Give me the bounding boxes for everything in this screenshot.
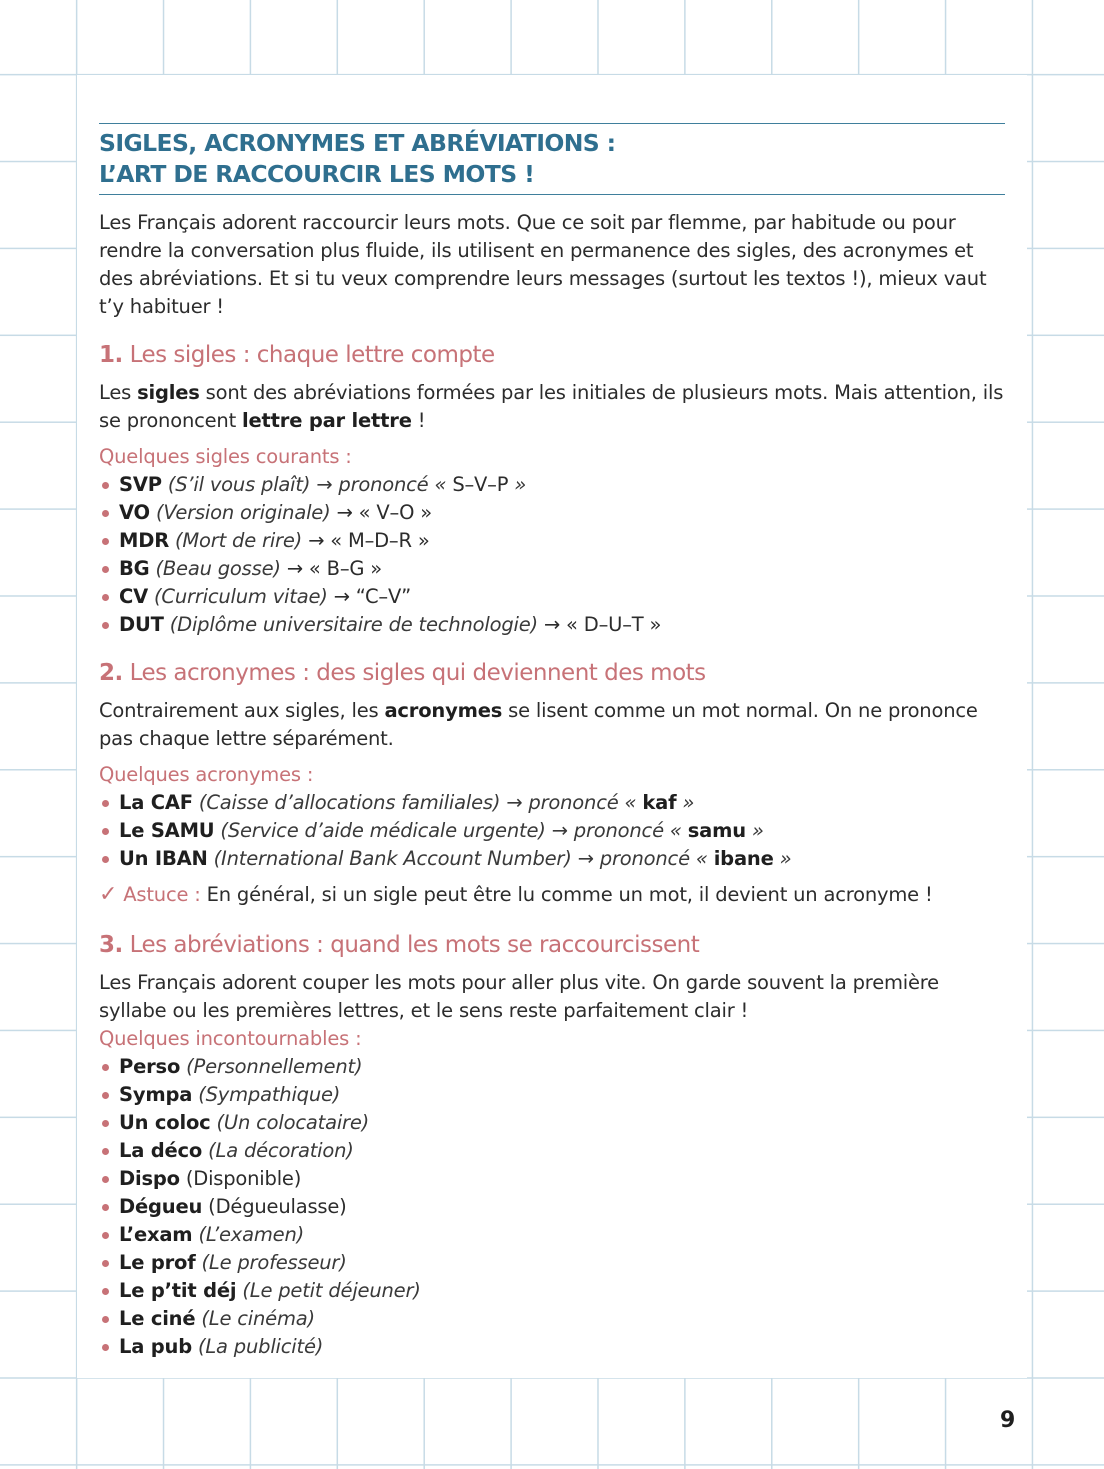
item-description: (Personnellement) bbox=[186, 1055, 363, 1078]
list-item bbox=[99, 789, 1005, 817]
section-3-paragraph: Les Français adorent couper les mots pour aller plus vite. On garde souvent la première syllabe ou les premières lettres, et le sens reste parfaitement clair ! bbox=[99, 971, 939, 1022]
list-item bbox=[99, 471, 1005, 499]
section-3-list-label: Quelques incontournables : bbox=[99, 1027, 362, 1050]
section-2-title: Les acronymes : des sigles qui deviennent des mots bbox=[129, 660, 706, 686]
list-item bbox=[99, 611, 1005, 639]
spacer bbox=[99, 639, 1005, 657]
text-fragment: sont des abréviations formées par les initiales de plusieurs mots. Mais attention, ils se prononcent bbox=[99, 381, 1004, 432]
item-description: (Diplôme universitaire de technologie) bbox=[169, 613, 538, 636]
section-1-paragraph bbox=[99, 379, 1005, 435]
list-item bbox=[99, 817, 1005, 845]
bullet-icon bbox=[102, 1260, 109, 1267]
title-line-2: L’ART DE RACCOURCIR LES MOTS ! bbox=[99, 160, 535, 188]
bold-term: acronymes bbox=[384, 699, 503, 722]
bold-term: lettre par lettre bbox=[242, 409, 412, 432]
bullet-icon bbox=[102, 1064, 109, 1071]
page-content bbox=[99, 123, 1005, 1361]
item-description: (L’examen) bbox=[198, 1223, 305, 1246]
bullet-icon bbox=[102, 1148, 109, 1155]
abreviations-list bbox=[99, 1053, 1005, 1361]
bullet-icon bbox=[102, 1288, 109, 1295]
text-fragment: Contrairement aux sigles, les bbox=[99, 699, 385, 722]
item-description: (Le professeur) bbox=[201, 1251, 347, 1274]
item-term: Un coloc bbox=[119, 1111, 211, 1134]
item-term: La CAF bbox=[119, 791, 193, 814]
section-2-number: 2. bbox=[99, 660, 123, 686]
item-description: (Disponible) bbox=[185, 1167, 302, 1190]
item-term: L’exam bbox=[119, 1223, 193, 1246]
item-description: (Sympathique) bbox=[198, 1083, 341, 1106]
list-item bbox=[99, 1165, 1005, 1193]
bullet-icon bbox=[102, 510, 109, 517]
item-end: » bbox=[508, 473, 527, 496]
intro-paragraph: Les Français adorent raccourcir leurs mots. Que ce soit par flemme, par habitude ou pour rendre la conversation plus fluide, ils utilisent en permanence des sigles, des acronymes et des abréviations. Et si tu veux comprendre leurs messages (surtout les textos !), mieux vaut t’y habituer ! bbox=[99, 211, 987, 318]
item-description: (Le petit déjeuner) bbox=[242, 1279, 421, 1302]
item-pronunciation: ibane bbox=[713, 847, 774, 870]
item-description: (La publicité) bbox=[197, 1335, 324, 1358]
item-description: (La décoration) bbox=[208, 1139, 354, 1162]
text-fragment: ! bbox=[411, 409, 426, 432]
list-item bbox=[99, 555, 1005, 583]
page-title bbox=[99, 123, 1005, 195]
item-pronunciation: → « V–O » bbox=[330, 501, 432, 524]
item-pronunciation: → « D–U–T » bbox=[537, 613, 662, 636]
item-term: Le ciné bbox=[119, 1307, 196, 1330]
bullet-icon bbox=[102, 566, 109, 573]
item-term: Un IBAN bbox=[119, 847, 208, 870]
bullet-icon bbox=[102, 482, 109, 489]
item-term: Dispo bbox=[119, 1167, 180, 1190]
item-description: (International Bank Account Number) → prononcé « bbox=[213, 847, 714, 870]
item-description: (Mort de rire) bbox=[175, 529, 303, 552]
bullet-icon bbox=[102, 800, 109, 807]
bullet-icon bbox=[102, 1232, 109, 1239]
item-term: MDR bbox=[119, 529, 170, 552]
section-3-heading bbox=[99, 929, 1005, 961]
item-pronunciation: samu bbox=[687, 819, 746, 842]
bullet-icon bbox=[102, 622, 109, 629]
item-term: DUT bbox=[119, 613, 164, 636]
section-3-title: Les abréviations : quand les mots se raccourcissent bbox=[129, 932, 700, 958]
item-term: Sympa bbox=[119, 1083, 193, 1106]
bullet-icon bbox=[102, 1176, 109, 1183]
item-term: Le p’tit déj bbox=[119, 1279, 237, 1302]
item-description: (Dégueulasse) bbox=[208, 1195, 347, 1218]
item-term: Perso bbox=[119, 1055, 181, 1078]
section-2-heading bbox=[99, 657, 1005, 689]
item-pronunciation: S–V–P bbox=[452, 473, 509, 496]
section-3-number: 3. bbox=[99, 932, 123, 958]
list-item bbox=[99, 1249, 1005, 1277]
list-item bbox=[99, 499, 1005, 527]
section-1-number: 1. bbox=[99, 342, 123, 368]
bullet-icon bbox=[102, 1204, 109, 1211]
page-panel bbox=[77, 75, 1027, 1378]
page-number: 9 bbox=[1000, 1408, 1016, 1433]
bullet-icon bbox=[102, 1316, 109, 1323]
tip-text: En général, si un sigle peut être lu comme un mot, il devient un acronyme ! bbox=[200, 883, 933, 906]
list-item bbox=[99, 845, 1005, 873]
item-pronunciation: → “C–V” bbox=[327, 585, 412, 608]
item-term: Le prof bbox=[119, 1251, 196, 1274]
item-description: (Beau gosse) bbox=[155, 557, 281, 580]
item-term: CV bbox=[119, 585, 149, 608]
item-pronunciation: → « M–D–R » bbox=[302, 529, 430, 552]
list-item bbox=[99, 1333, 1005, 1361]
list-item bbox=[99, 1081, 1005, 1109]
section-2-paragraph bbox=[99, 697, 1005, 753]
bullet-icon bbox=[102, 828, 109, 835]
bullet-icon bbox=[102, 1344, 109, 1351]
item-description: (Service d’aide médicale urgente) → prononcé « bbox=[220, 819, 688, 842]
bullet-icon bbox=[102, 538, 109, 545]
sigles-list bbox=[99, 471, 1005, 639]
section-1-list-label: Quelques sigles courants : bbox=[99, 445, 352, 468]
list-item bbox=[99, 1109, 1005, 1137]
section-2-list-label: Quelques acronymes : bbox=[99, 763, 314, 786]
section-1-title: Les sigles : chaque lettre compte bbox=[129, 342, 495, 368]
item-term: BG bbox=[119, 557, 150, 580]
tip-box bbox=[99, 881, 1005, 909]
list-item bbox=[99, 1053, 1005, 1081]
item-description: (Curriculum vitae) bbox=[154, 585, 328, 608]
bullet-icon bbox=[102, 594, 109, 601]
item-description: (Un colocataire) bbox=[216, 1111, 370, 1134]
list-item bbox=[99, 583, 1005, 611]
item-pronunciation: kaf bbox=[642, 791, 677, 814]
item-term: Dégueu bbox=[119, 1195, 203, 1218]
item-term: La déco bbox=[119, 1139, 203, 1162]
item-description: (S’il vous plaît) → prononcé « bbox=[167, 473, 453, 496]
item-term: VO bbox=[119, 501, 150, 524]
item-end: » bbox=[676, 791, 695, 814]
section-1-heading bbox=[99, 339, 1005, 371]
item-end: » bbox=[773, 847, 792, 870]
bold-term: sigles bbox=[137, 381, 200, 404]
list-item bbox=[99, 1305, 1005, 1333]
list-item bbox=[99, 1137, 1005, 1165]
checkmark-icon: ✓ bbox=[99, 882, 118, 907]
item-description: (Le cinéma) bbox=[201, 1307, 315, 1330]
bullet-icon bbox=[102, 856, 109, 863]
list-item bbox=[99, 527, 1005, 555]
tip-label: Astuce : bbox=[123, 883, 201, 906]
item-pronunciation: → « B–G » bbox=[280, 557, 383, 580]
item-term: Le SAMU bbox=[119, 819, 215, 842]
list-item bbox=[99, 1193, 1005, 1221]
bullet-icon bbox=[102, 1120, 109, 1127]
bullet-icon bbox=[102, 1092, 109, 1099]
list-item bbox=[99, 1221, 1005, 1249]
text-fragment: Les bbox=[99, 381, 138, 404]
text-fragment: se lisent comme un mot normal. On ne prononce pas chaque lettre séparément. bbox=[99, 699, 978, 750]
item-end: » bbox=[745, 819, 764, 842]
title-line-1: SIGLES, ACRONYMES ET ABRÉVIATIONS : bbox=[99, 129, 616, 157]
acronymes-list bbox=[99, 789, 1005, 873]
list-item bbox=[99, 1277, 1005, 1305]
item-description: (Version originale) bbox=[155, 501, 331, 524]
item-term: La pub bbox=[119, 1335, 192, 1358]
item-term: SVP bbox=[119, 473, 162, 496]
item-description: (Caisse d’allocations familiales) → prononcé « bbox=[198, 791, 643, 814]
